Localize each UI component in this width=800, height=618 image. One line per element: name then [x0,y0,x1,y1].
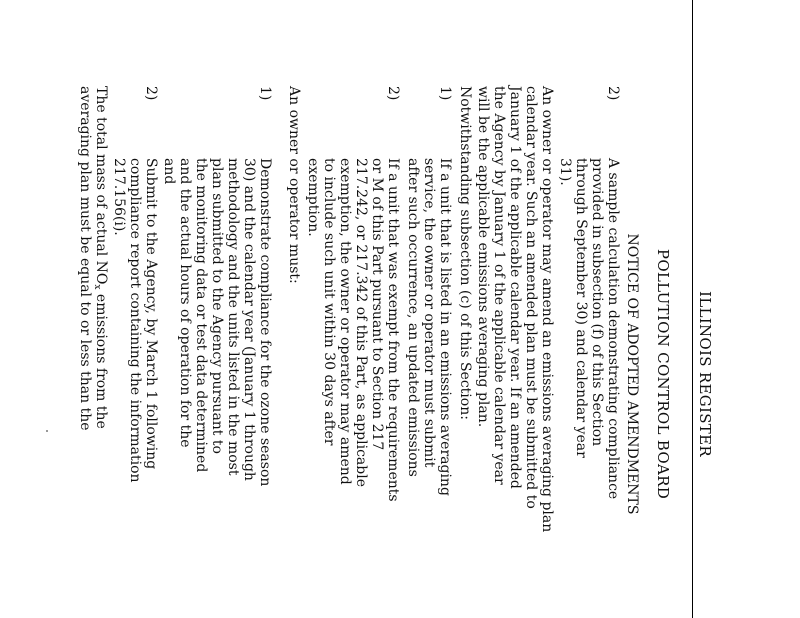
text-line: An owner or operator must: [286,86,302,284]
text-line: exemption, the owner or operator may amend [337,158,353,485]
text-line: If a unit that was exempt from the requirements [385,158,401,502]
paragraph-label: 2) [385,86,401,101]
text-line: service, the owner or operator must submit [421,158,437,468]
text-line: provided in subsection (f) of this Section [589,158,605,447]
text-line: A sample calculation demonstrating compliance [605,158,621,500]
board-title: POLLUTION CONTROL BOARD [654,248,672,500]
paragraph-label: 2) [605,86,621,101]
text-line: the Agency by January 1 of the applicable calendar year [491,86,507,485]
text-line: or M of this Part pursuant to Section 217 [369,158,385,451]
text-line: averaging plan must be equal to or less than the [77,86,93,431]
text-line [94,86,108,429]
text-line: Submit to the Agency, by March 1 following [143,158,159,470]
text-line: January 1 of the applicable calendar year. If an amended [507,86,523,489]
header-rule [692,0,693,618]
text-line: methodology and the units listed in the most [225,158,241,476]
notice-title: NOTICE OF ADOPTED AMENDMENTS [624,233,640,515]
text-line: and the actual hours of operation for the [177,158,193,448]
text-fragment: The total mass of actual NO [93,86,109,285]
scan-speck [46,430,48,432]
text-line: 217.156(i). [111,158,127,236]
text-line: Notwithstanding subsection (c) of this Section: [457,86,473,420]
text-line: calendar year. Such an amended plan must be submitted to [523,86,539,509]
text-line: and [161,158,177,185]
text-line: If a unit that is listed in an emissions averaging [437,158,453,496]
paragraph-label: 1) [257,86,273,101]
text-line: through September 30) and calendar year [573,158,589,458]
text-line: the monitoring data or test data determined [193,158,209,473]
text-line: will be the applicable emissions averaging plan. [475,86,491,428]
text-line: An owner or operator may amend an emissions averaging plan [539,86,555,533]
paragraph-label: 2) [143,86,159,101]
text-fragment: emissions from the [93,289,109,429]
text-line: plan submitted to the Agency pursuant to [209,158,225,454]
text-line: 31). [557,158,573,186]
text-line: to include such unit within 30 days after [321,158,337,446]
text-line: 30) and the calendar year (January 1 through [241,158,257,481]
text-line: after such occurrence, an updated emissions [405,158,421,477]
text-line: Demonstrate compliance for the ozone season [257,158,273,487]
text-line: compliance report containing the information [127,158,143,483]
paragraph-label: 1) [437,86,453,101]
register-title: ILLINOIS REGISTER [696,291,714,457]
text-line: 217.242, or 217.342 of this Part, as applicable [353,158,369,487]
subscript: x [92,284,102,290]
text-line: exemption. [305,158,321,237]
